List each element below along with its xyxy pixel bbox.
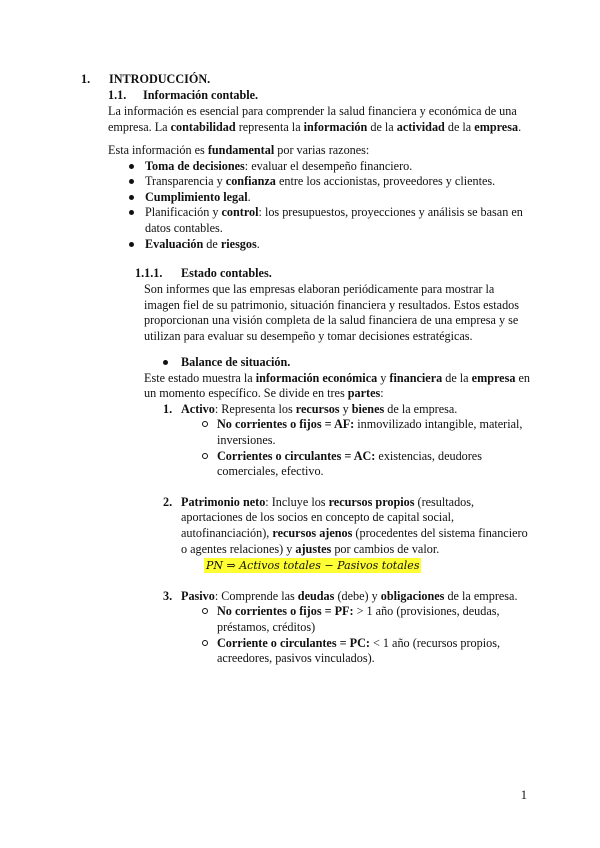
pasivo-corrientes: Corriente o circulantes = PC: < 1 año (recursos propios, acreedores, pasivos vinculados). xyxy=(144,636,534,667)
heading-title: INTRODUCCIÓN. xyxy=(109,72,211,86)
activo-no-corrientes: No corrientes o fijos = AF: inmovilizado intangible, material, inversiones. xyxy=(144,417,534,448)
heading-informacion-contable xyxy=(108,88,258,104)
activo-item: 1. Activo: Representa los recursos y bienes de la empresa. xyxy=(163,401,458,416)
balance-section xyxy=(144,355,534,667)
balance-intro: Este estado muestra la información económica y financiera de la empresa en un momento específico. Se divide en tres partes: xyxy=(144,370,530,401)
estados-paragraph: Son informes que las empresas elaboran periódicamente para mostrar la imagen fiel de su patrimonio, situación financiera y resultados. Estos estados proporcionan una visión completa de la salud financiera de una empresa y se utilizan para evaluar su desempeño y tomar decisiones estratégicas. xyxy=(144,282,520,343)
formula-line xyxy=(144,558,534,574)
list-item: Evaluación de riesgos. xyxy=(108,237,528,253)
reasons-intro: Esta información es fundamental por varias razones: xyxy=(108,143,370,157)
heading-number: 1. xyxy=(81,72,91,86)
list-item: Cumplimiento legal. xyxy=(108,190,528,206)
heading-estado-contables xyxy=(135,266,272,282)
list-item: Transparencia y confianza entre los accionistas, proveedores y clientes. xyxy=(108,174,528,190)
pasivo-no-corrientes: No corrientes o fijos = PF: > 1 año (provisiones, deudas, préstamos, créditos) xyxy=(144,604,534,635)
intro-paragraph: La información es esencial para comprender la salud financiera y económica de una empresa. La contabilidad representa la información de la actividad de la empresa. xyxy=(108,104,522,134)
page-number: 1 xyxy=(520,788,527,802)
patrimonio-item: 2. Patrimonio neto: Incluye los recursos propios (resultados, aportaciones de los socios en concepto de capital social, autofinanciación), recursos ajenos (procedentes del sistema financiero o agentes relaciones) y ajustes por cambios de valor. xyxy=(163,494,528,556)
balance-title: Balance de situación. xyxy=(144,355,534,371)
subsubheading-number: 1.1.1. xyxy=(135,266,163,280)
subheading-number: 1.1. xyxy=(108,88,127,102)
list-item: Planificación y control: los presupuestos, proyecciones y análisis se basan en datos contables. xyxy=(108,205,528,236)
subheading-title: Información contable. xyxy=(143,88,259,102)
patrimonio-formula: PN ⇒ Activos totales − Pasivos totales xyxy=(206,559,420,573)
subsubheading-title: Estado contables. xyxy=(181,266,272,280)
reasons-section xyxy=(108,143,528,252)
activo-corrientes: Corrientes o circulantes = AC: existencias, deudores comerciales, efectivo. xyxy=(144,449,534,480)
heading-introduccion xyxy=(81,72,210,88)
list-item: Toma de decisiones: evaluar el desempeño financiero. xyxy=(108,159,528,175)
pasivo-item: 3. Pasivo: Comprende las deudas (debe) y obligaciones de la empresa. xyxy=(163,588,518,603)
